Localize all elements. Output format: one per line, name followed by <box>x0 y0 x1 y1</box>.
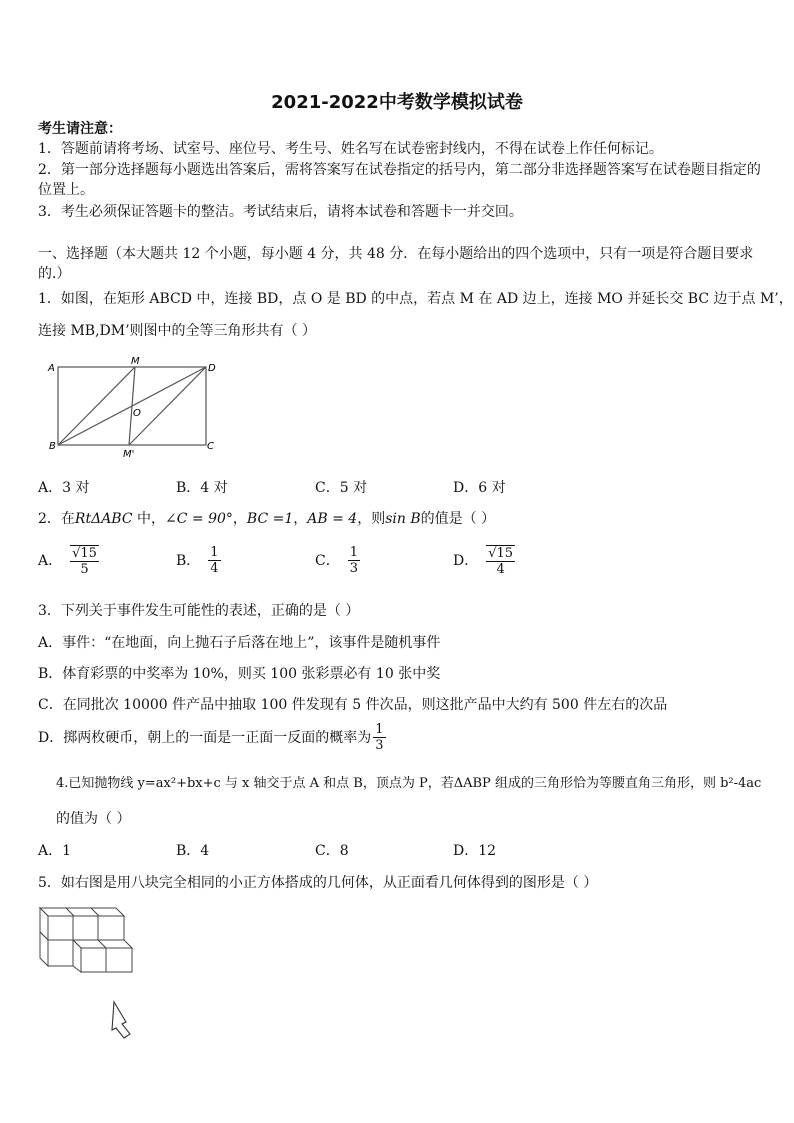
label-d: D <box>208 363 216 374</box>
q4-stem: 4.已知抛物线 y=ax²+bx+c 与 x 轴交于点 A 和点 B，顶点为 P，若ΔABP 组成的三角形恰为等腰直角三角形，则 b²-4ac <box>56 776 762 791</box>
q4-option-d[interactable]: D．12 <box>453 843 497 859</box>
q3-option-c[interactable]: C．在同批次 10000 件产品中抽取 100 件发现有 5 件次品，则这批产品中大约有 500 件左右的次品 <box>38 697 668 713</box>
q3-option-a[interactable]: A．事件：“在地面，向上抛石子后落在地上”，该事件是随机事件 <box>38 635 441 651</box>
q1-option-d[interactable]: D．6 对 <box>453 480 506 496</box>
cube-upper-2 <box>73 916 98 940</box>
label-a: A <box>48 363 55 374</box>
notice-item-2: 2．第一部分选择题每小题选出答案后，需将答案写在试卷指定的括号内，第二部分非选择题答案写在试卷题目指定的 <box>38 162 761 178</box>
notice-heading: 考生请注意： <box>38 121 122 137</box>
label-m: M <box>131 356 140 367</box>
q3-stem: 3．下列关于事件发生可能性的表述，正确的是（ ） <box>38 603 360 619</box>
q4-option-c[interactable]: C．8 <box>315 843 349 859</box>
cube-upper-3 <box>98 916 124 940</box>
q2-option-b[interactable]: B． $\frac{1}{4}$ <box>176 545 219 576</box>
q1-option-a[interactable]: A．3 对 <box>38 480 90 496</box>
label-m-prime: M' <box>123 449 135 460</box>
label-c: C <box>207 441 214 452</box>
q2-option-c[interactable]: C． $\frac{1}{3}$ <box>315 545 358 576</box>
cube-top-face-upper <box>40 908 124 916</box>
cube-upper-1 <box>48 916 73 940</box>
section-heading-cont: 的.） <box>38 266 71 282</box>
notice-item-1: 1．答题前请将考场、试室号、座位号、考生号、姓名写在试卷密封线内，不得在试卷上作任何标记。 <box>38 141 663 157</box>
cube-lower-left <box>48 940 73 966</box>
view-direction-arrow <box>112 1002 130 1038</box>
segment-mb <box>58 367 135 445</box>
segment-dm2 <box>129 367 206 445</box>
q3-option-b[interactable]: B．体育彩票的中奖率为 10%，则买 100 张彩票必有 10 张中奖 <box>38 666 441 682</box>
notice-item-2-cont: 位置上。 <box>38 182 94 198</box>
q2-stem: 2．在RtΔABC 中，∠C = 90°，BC =1，AB = 4，则sin B的值是（ ） <box>38 511 496 527</box>
q2-option-a[interactable]: A． $\frac{√15}{5}$ <box>38 546 97 577</box>
page-title: 2021-2022中考数学模拟试卷 <box>271 92 523 113</box>
q5-stem: 5．如右图是用八块完全相同的小正方体搭成的几何体，从正面看几何体得到的图形是（ ） <box>38 875 598 891</box>
q1-stem: 1．如图，在矩形 ABCD 中，连接 BD，点 O 是 BD 的中点，若点 M 在 AD 边上，连接 MO 并延长交 BC 边于点 M’， <box>38 291 793 307</box>
q4-option-a[interactable]: A．1 <box>38 843 72 859</box>
arrow-icon <box>112 1002 130 1038</box>
section-heading: 一、选择题（本大题共 12 个小题，每小题 4 分，共 48 分．在每小题给出的四个选项中，只有一项是符合题目要求 <box>38 246 754 262</box>
q5-cube-figure <box>36 902 146 1042</box>
q1-option-b[interactable]: B．4 对 <box>176 480 228 496</box>
q4-option-b[interactable]: B．4 <box>176 843 210 859</box>
segment-mm2 <box>129 367 135 445</box>
q4-stem-cont: 的值为（ ） <box>56 811 131 827</box>
notice-item-3: 3．考生必须保证答题卡的整洁。考试结束后，请将本试卷和答题卡一并交回。 <box>38 204 523 220</box>
q1-stem-cont: 连接 MB,DM’则图中的全等三角形共有（ ） <box>38 323 316 339</box>
cube-lower-2 <box>81 948 106 972</box>
q3-option-d[interactable]: D．掷两枚硬币，朝上的一面是一正面一反面的概率为 $\frac{1}{3}$ <box>38 722 384 753</box>
q2-option-d[interactable]: D． $\frac{√15}{4}$ <box>453 546 514 577</box>
cube-lower-3 <box>106 948 132 972</box>
q1-rectangle-figure <box>46 356 226 460</box>
label-o: O <box>133 408 141 419</box>
label-b: B <box>49 441 56 452</box>
q1-option-c[interactable]: C．5 对 <box>315 480 368 496</box>
